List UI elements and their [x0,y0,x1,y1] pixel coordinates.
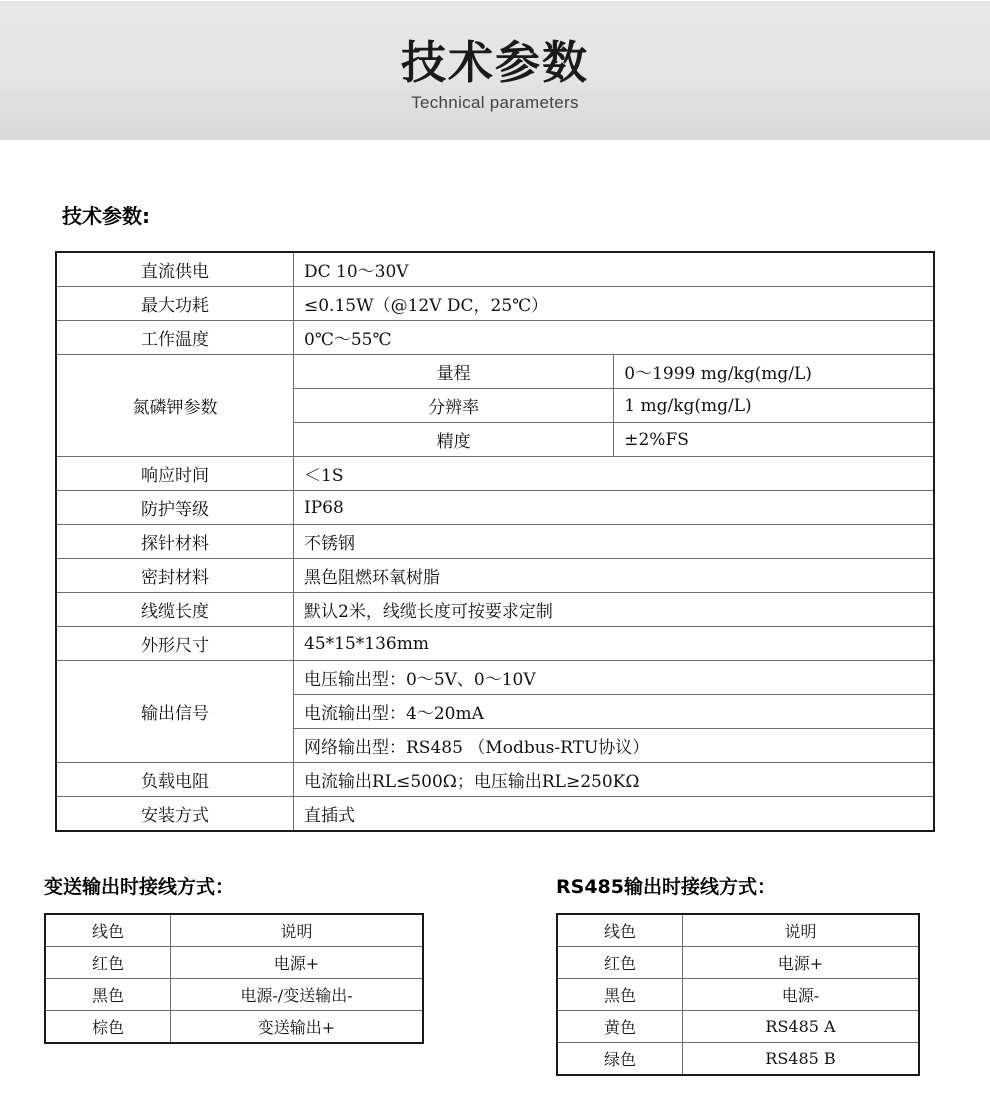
spec-label: 输出信号 [56,661,294,763]
spec-value: 0～1999 mg/kg(mg/L) [614,355,934,389]
spec-sublabel: 精度 [294,423,614,457]
wire-description: 电源+ [683,947,920,979]
spec-sublabel: 分辨率 [294,389,614,423]
wire-color: 红色 [557,947,683,979]
spec-label: 最大功耗 [56,287,294,321]
column-header-description: 说明 [683,914,920,947]
spec-value: DC 10～30V [294,252,935,287]
table-row [45,979,423,1011]
table-row [56,797,934,832]
table-row [56,593,934,627]
spec-value: 1 mg/kg(mg/L) [614,389,934,423]
spec-value: 0℃～55℃ [294,321,935,355]
spec-label: 负载电阻 [56,763,294,797]
spec-value: 电压输出型：0～5V、0～10V [294,661,935,695]
spec-value: 不锈钢 [294,525,935,559]
wire-color: 红色 [45,947,171,979]
spec-value: 电流输出RL≤500Ω；电压输出RL≥250KΩ [294,763,935,797]
table-row [56,525,934,559]
table-row [56,491,934,525]
spec-value: 黑色阻燃环氧树脂 [294,559,935,593]
rs485-wiring-block [556,872,920,1076]
spec-label: 防护等级 [56,491,294,525]
table-row [56,661,934,695]
table-row [56,559,934,593]
spec-value: 电流输出型：4～20mA [294,695,935,729]
column-header-description: 说明 [171,914,424,947]
wire-description: 电源- [683,979,920,1011]
table-row [557,947,919,979]
table-row [557,979,919,1011]
spec-label: 外形尺寸 [56,627,294,661]
table-row [45,947,423,979]
spec-label: 直流供电 [56,252,294,287]
spec-label: 氮磷钾参数 [56,355,294,457]
column-header-wire-color: 线色 [45,914,171,947]
table-row [56,457,934,491]
rs485-wiring-title: RS485输出时接线方式： [556,876,776,898]
table-row [56,355,934,389]
wire-color: 棕色 [45,1011,171,1044]
wire-color: 黄色 [557,1011,683,1043]
table-row [56,287,934,321]
table-row [557,1043,919,1076]
spec-label: 密封材料 [56,559,294,593]
spec-sublabel: 量程 [294,355,614,389]
page-title: 技术参数 [400,35,589,89]
spec-table-wrapper [55,251,935,832]
spec-value: ±2%FS [614,423,934,457]
spec-value: ≤0.15W（@12V DC，25℃） [294,287,935,321]
analog-wiring-table [44,913,424,1044]
analog-wiring-title: 变送输出时接线方式： [44,876,235,898]
spec-label: 线缆长度 [56,593,294,627]
spec-value: 默认2米，线缆长度可按要求定制 [294,593,935,627]
rs485-wiring-table [556,913,920,1076]
table-row [56,763,934,797]
table-row [557,1011,919,1043]
column-header-wire-color: 线色 [557,914,683,947]
wire-description: RS485 B [683,1043,920,1076]
wire-color: 黑色 [45,979,171,1011]
table-row [56,627,934,661]
spec-value: 45*15*136mm [294,627,935,661]
wire-description: 变送输出+ [171,1011,424,1044]
section-heading: 技术参数: [62,204,150,228]
spec-value: 网络输出型：RS485 （Modbus-RTU协议） [294,729,935,763]
table-row [45,1011,423,1044]
wire-color: 黑色 [557,979,683,1011]
spec-value: IP68 [294,491,935,525]
spec-value: 直插式 [294,797,935,832]
page-banner [0,0,990,140]
wire-description: 电源+ [171,947,424,979]
wire-color: 绿色 [557,1043,683,1076]
spec-label: 工作温度 [56,321,294,355]
wiring-section [0,872,990,1072]
analog-wiring-block [44,872,424,1044]
spec-label: 安装方式 [56,797,294,832]
wire-description: 电源-/变送输出- [171,979,424,1011]
spec-label: 响应时间 [56,457,294,491]
table-row [56,321,934,355]
table-row [56,252,934,287]
spec-value: ＜1S [294,457,935,491]
wire-description: RS485 A [683,1011,920,1043]
spec-label: 探针材料 [56,525,294,559]
table-row [45,914,423,947]
page-subtitle: Technical parameters [411,93,579,113]
specification-table [55,251,935,832]
table-row [557,914,919,947]
